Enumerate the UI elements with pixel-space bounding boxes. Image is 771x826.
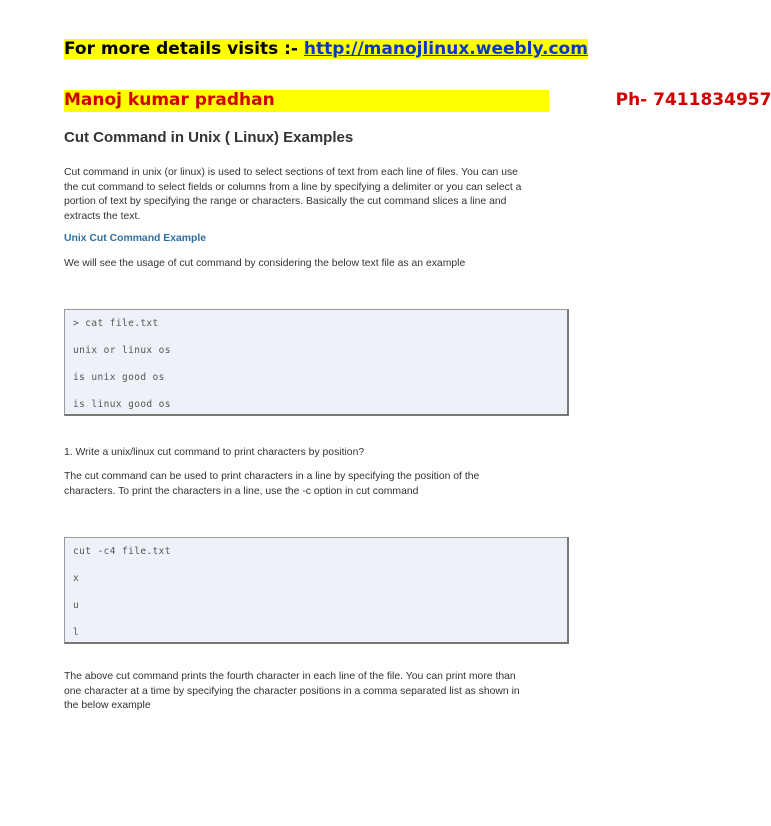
visit-label: For more details visits :- [64, 39, 304, 59]
page-title: Cut Command in Unix ( Linux) Examples [64, 129, 354, 146]
text-line: extracts the text. [64, 210, 141, 222]
question-title: 1. Write a unix/linux cut command to print characters by position? [64, 447, 365, 458]
author-name: Manoj kumar pradhan [64, 90, 275, 110]
code-line: is linux good os [73, 399, 171, 410]
text-line: The cut command can be used to print characters in a line by specifying the position of the [64, 471, 480, 482]
author-line [64, 90, 771, 110]
text-line: The above cut command prints the fourth character in each line of the file. You can print more than [64, 671, 516, 682]
code-line: is unix good os [73, 372, 165, 383]
code-line: u [73, 600, 80, 611]
code-block-file [64, 309, 569, 416]
code-line: x [73, 573, 80, 584]
code-block-cut [64, 537, 569, 644]
code-line: l [73, 627, 80, 638]
visit-line [64, 39, 588, 59]
section-heading: Unix Cut Command Example [64, 233, 207, 244]
text-line: Cut command in unix (or linux) is used to select sections of text from each line of files. You can use [64, 167, 518, 178]
code-line: cut -c4 file.txt [73, 546, 171, 557]
text-line: the cut command to select fields or columns from a line by specifying a delimiter or you can select a [64, 181, 522, 193]
text-line: one character at a time by specifying the character positions in a comma separated list as shown in [64, 685, 520, 697]
after-paragraph [64, 670, 564, 714]
text-line: portion of text by specifying the range or characters. Basically the cut command slices a line and [64, 196, 507, 207]
example-intro: We will see the usage of cut command by considering the below text file as an example [64, 258, 466, 269]
author-phone: Ph- 7411834957 [615, 90, 771, 110]
question-paragraph [64, 470, 564, 499]
intro-paragraph [64, 166, 564, 224]
code-line: unix or linux os [73, 345, 171, 356]
text-line: the below example [64, 700, 151, 711]
code-line: > cat file.txt [73, 318, 159, 329]
text-line: characters. To print the characters in a line, use the -c option in cut command [64, 485, 419, 497]
website-link[interactable]: http://manojlinux.weebly.com [303, 39, 588, 59]
